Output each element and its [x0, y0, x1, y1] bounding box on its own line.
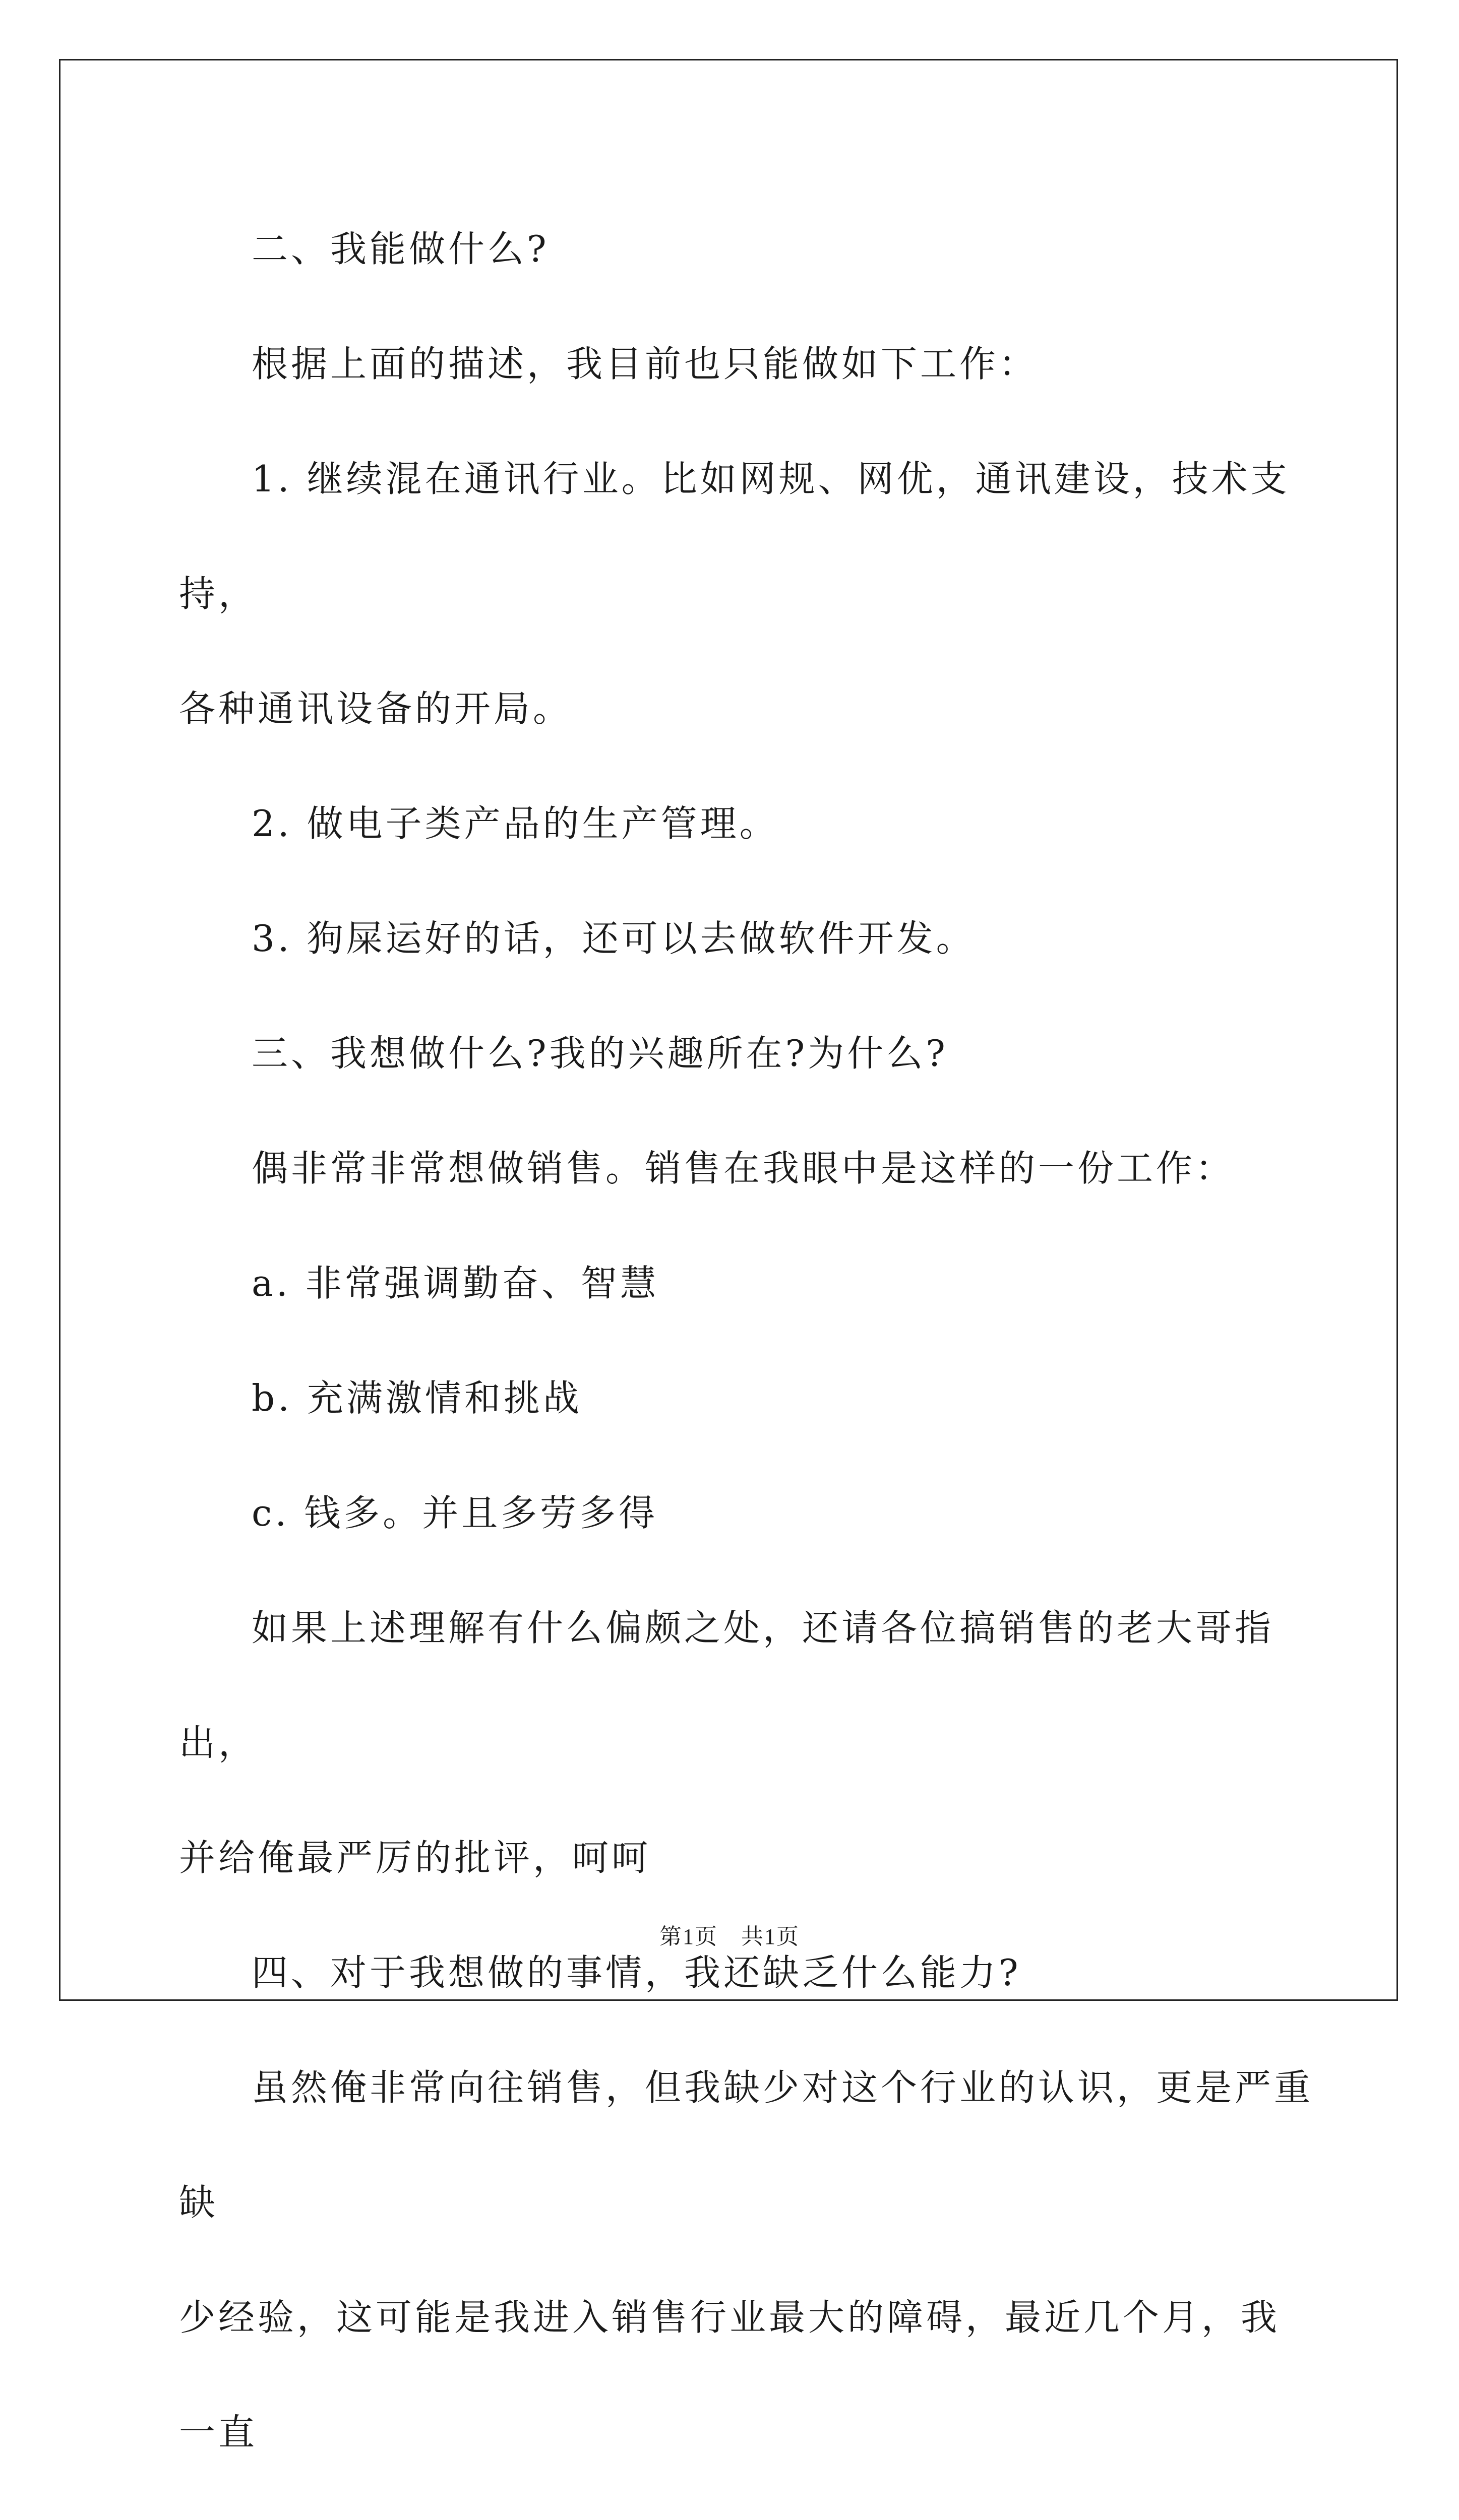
paragraph-continuation: 各种通讯设备的开局。	[179, 687, 573, 730]
paragraph-continuation: 少经验，这可能是我进入销售行业最大的障碍，最近几个月，我一直	[179, 2296, 1281, 2453]
section-heading: 三、我想做什么?我的兴趣所在?为什么?	[252, 1032, 948, 1075]
list-item: b. 充满激情和挑战	[252, 1377, 582, 1419]
list-item: c. 钱多。并且多劳多得	[252, 1492, 658, 1534]
paragraph-continuation: 并给俺最严厉的批评，呵呵	[179, 1837, 651, 1879]
paragraph-continuation	[179, 2490, 1318, 2520]
paragraph: 2. 做电子类产品的生产管理。	[252, 802, 779, 845]
paragraph: 偶非常非常想做销售。销售在我眼中是这样的一份工作：	[252, 1147, 1235, 1189]
paragraph: 如果上述理解有什么偏颇之处，还请各位搞销售的老大哥指出，	[179, 1607, 1274, 1764]
paragraph: 根据上面的描述，我目前也只能做如下工作：	[252, 343, 1039, 385]
document-body	[179, 192, 1318, 2520]
paragraph: 3. 狗屎运好的话，还可以去做软件开发。	[252, 917, 976, 960]
page-footer: 第1页 共1页	[659, 1924, 800, 1949]
paragraph: 1. 继续混在通讯行业。比如网规、网优，通讯建设，技术支持，	[179, 458, 1290, 615]
paragraph: 虽然俺非常向往销售，但我缺少对这个行业的认识，更是严重缺	[179, 2066, 1314, 2224]
section-heading: 四、对于我想做的事情，我还缺乏什么能力?	[252, 1951, 1021, 1994]
list-item: a. 非常强调勤奋、智慧	[252, 1262, 659, 1304]
paragraph: 二、我能做什么?	[252, 228, 550, 270]
